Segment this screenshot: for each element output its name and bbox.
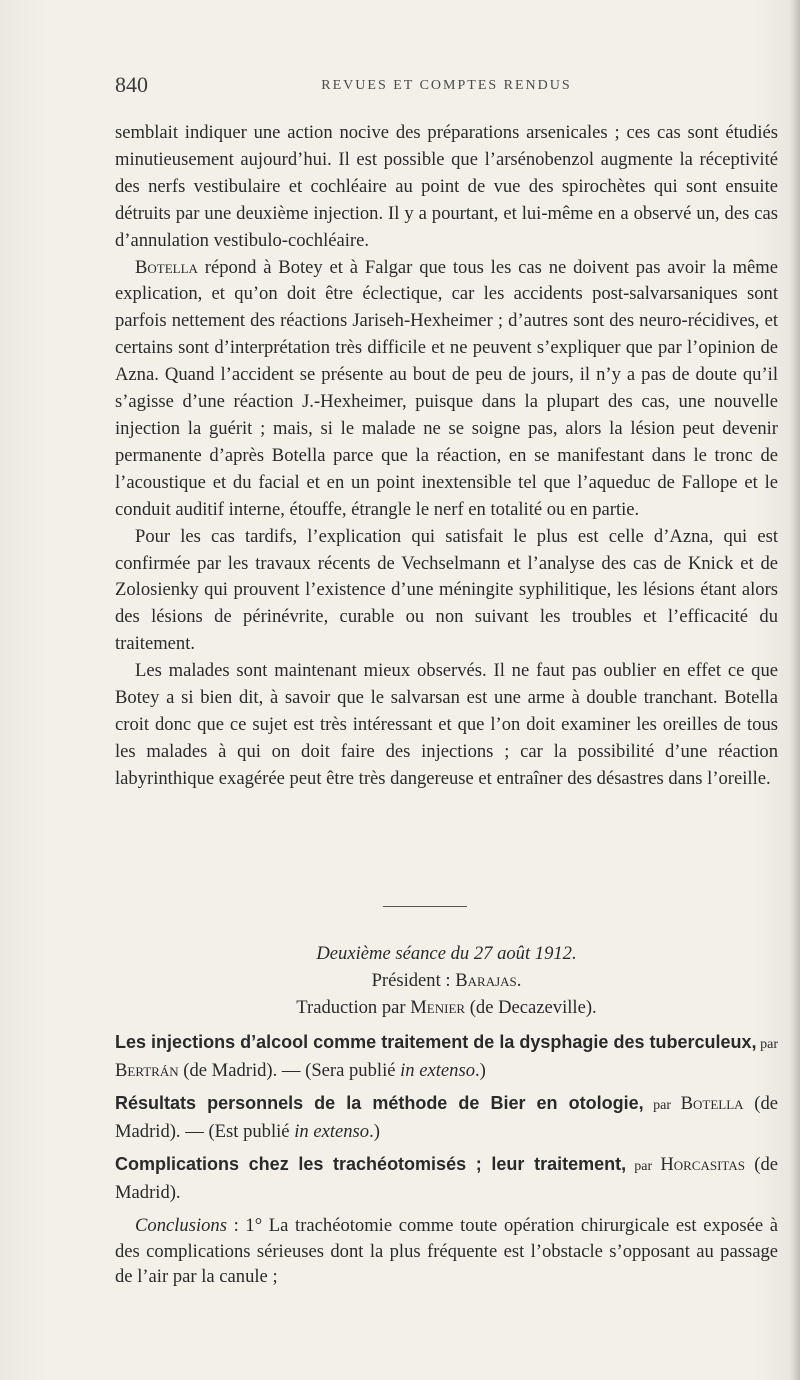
paper-rest: (de Madrid). — (Est publié [115,1093,778,1142]
paper-title: Les injections d’alcool comme traitement de la dysphagie des tuberculeux, [115,1032,757,1052]
president-end: . [516,970,522,991]
paper-entry [115,1030,778,1083]
paper-rest: (de Madrid). — (Sera publié [178,1059,401,1081]
paragraph-2-text: répond à Botey et à Falgar que tous les cas ne doivent pas avoir la même explication, et qu’on doit être éclectique, car les accidents post-salvarsaniques sont parfois nettement des réactions Jariseh-Hexheimer ; d’autres sont des neuro-récidives, et certains sont d’interprétation très difficile et ne peuvent s’expliquer que par l’opinion de Azna. Quand l’accident se présente au bout de peu de jours, il n’y a pas de doute qu’il s’agisse d’une réaction J.-Hexheimer, puisque dans la plupart des cas, une nouvelle injection la guérit ; mais, si le malade ne se soigne pas, alors la lésion peut devenir permanente d’après Botella parce que la réaction, en se manifestant dans le tronc de l’acoustique et du facial et en un point inextensible tel que l’aqueduc de Fallope et le conduit auditif interne, étouffe, étrangle le nerf en totalité ou en partie. [115,256,778,520]
paragraph-2 [115,255,778,524]
session-title: Deuxième séance du 27 août 1912. [316,943,577,964]
author-botella: Botella [135,256,198,278]
conclusions-text: : 1° La trachéotomie comme toute opération chirurgicale est exposée à des complications sérieuses dont la plus fréquente est l’obstacle s’opposant au passage de l’air par la canule ; [115,1215,778,1287]
paper-end: .) [475,1059,486,1081]
paper-par: par [756,1037,778,1052]
running-head: REVUES ET COMPTES RENDUS [321,78,572,93]
paper-italic: in extenso [294,1120,370,1142]
session-heading [115,940,778,1021]
paper-rest: (de Madrid). [115,1154,778,1203]
page-number: 840 [115,72,148,97]
body-text [115,120,778,793]
paragraph-3: Pour les cas tardifs, l’explication qui satisfait le plus est celle d’Azna, qui est confirmée par les travaux récents de Vechselmann et l’analyse des cas de Knick et de Zolosienky qui prouvent l’existence d’une méningite syphilitique, les lésions étant alors des lésions de périnévrite, curable ou non suivant les troubles et l’efficacité du traitement. [115,525,778,655]
paper-author: Horcasitas [660,1154,745,1175]
paper-par: par [626,1159,661,1174]
paper-title: Complications chez les trachéotomisés ; leur traitement, [115,1154,627,1174]
translation-label: Traduction par [296,997,411,1018]
paragraph-4: Les malades sont maintenant mieux observés. Il ne faut pas oublier en effet ce que Botey a si bien dit, à savoir que le salvarsan est une arme à double tranchant. Botella croit donc que ce sujet est très intéressant et que l’on doit examiner les oreilles de tous les malades à qui on doit faire des injections ; car la possibilité d’une réaction labyrinthique exagérée peut être très dangereuse et entraîner des désastres dans l’oreille. [115,660,778,789]
paper-title: Résultats personnels de la méthode de Bier en otologie, [115,1093,644,1113]
paper-entry [115,1152,778,1205]
paper-par: par [643,1098,681,1113]
president-label: Président : [371,970,456,991]
conclusions-paragraph [115,1213,778,1290]
paper-author: Botella [680,1093,744,1114]
paper-italic: in extenso [400,1059,476,1081]
paper-entry [115,1091,778,1144]
papers-list [115,1030,778,1298]
president-name: Barajas [455,970,517,991]
page-edge-shadow [790,0,800,1380]
conclusions-label: Conclusions [135,1215,227,1236]
paragraph-1: semblait indiquer une action nocive des préparations arsenicales ; ces cas sont étudiés minutieusement aujourd’hui. Il est possible que l’arsénobenzol augmente la réceptivité des nerfs vestibulaire et cochléaire au point de vue des spirochètes qui sont ensuite détruits par une deuxième injection. Il y a pourtant, et lui-même en a observé un, des cas d’annulation vestibulo-cochléaire. [115,122,778,251]
session-president [115,967,778,994]
translation-end: (de Decazeville). [465,997,597,1018]
session-translation [115,994,778,1021]
translator-name: Menier [410,997,466,1018]
section-divider [383,906,467,907]
paper-end: .) [369,1120,380,1142]
paper-author: Bertrán [115,1059,179,1081]
page-header [115,72,778,102]
